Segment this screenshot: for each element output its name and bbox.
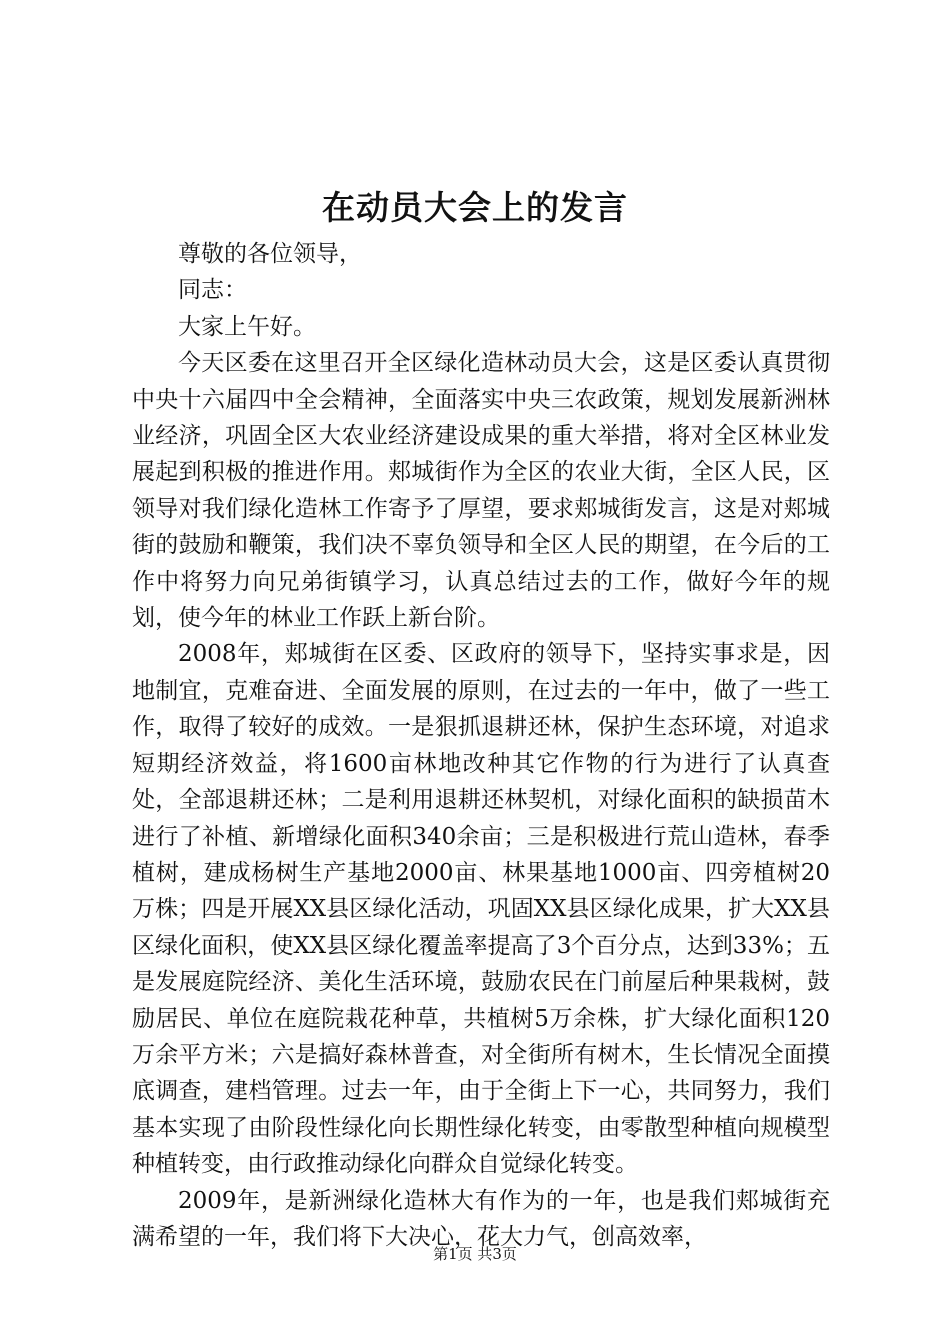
salutation-line: 尊敬的各位领导， bbox=[178, 241, 362, 267]
document-title: 在动员大会上的发言 bbox=[322, 188, 628, 227]
body-paragraph: 今天区委在这里召开全区绿化造林动员大会，这是区委认真贯彻中央十六届四中全会精神，全面落实中央三农政策，规划发展新洲林业经济，巩固全区大农业经济建设成果的重大举措，将对全区林业发展起到积极的推进作用。郏城街作为全区的农业大街，全区人民，区领导对我们绿化造林工作寄予了厚望，要求郏城街发言，这是对郏城街的鼓励和鞭策，我们决不辜负领导和全区人民的期望，在今后的工作中将努力向兄弟街镇学习，认真总结过去的工作，做好今年的规划，使今年的林业工作跃上新台阶。 bbox=[132, 350, 830, 632]
document-body bbox=[132, 236, 830, 1255]
body-paragraph: 2009年，是新洲绿化造林大有作为的一年，也是我们郏城街充满希望的一年，我们将下大决心，花大力气，创高效率， bbox=[132, 1187, 830, 1250]
body-paragraph: 2008年，郏城街在区委、区政府的领导下，坚持实事求是，因地制宜，克难奋进、全面发展的原则，在过去的一年中，做了一些工作，取得了较好的成效。一是狠抓退耕还林，保护生态环境，对追求短期经济效益，将1600亩林地改种其它作物的行为进行了认真查处，全部退耕还林；二是利用退耕还林契机，对绿化面积的缺损苗木进行了补植、新增绿化面积340余亩；三是积极进行荒山造林，春季植树，建成杨树生产基地2000亩、林果基地1000亩、四旁植树20万株；四是开展XX县区绿化活动，巩固XX县区绿化成果，扩大XX县区绿化面积，使XX县区绿化覆盖率提高了3个百分点，达到33%；五是发展庭院经济、美化生活环境，鼓励农民在门前屋后种果栽树，鼓励居民、单位在庭院栽花种草，共植树5万余株，扩大绿化面积120万余平方米；六是搞好森林普查，对全街所有树木，生长情况全面摸底调查，建档管理。过去一年，由于全街上下一心，共同努力，我们基本实现了由阶段性绿化向长期性绿化转变，由零散型种植向规模型种植转变，由行政推动绿化向群众自觉绿化转变。 bbox=[132, 641, 830, 1178]
salutation-line: 同志： bbox=[178, 277, 247, 304]
page-footer: 第1页 共3页 bbox=[433, 1245, 517, 1263]
greeting-line: 大家上午好。 bbox=[178, 313, 316, 340]
